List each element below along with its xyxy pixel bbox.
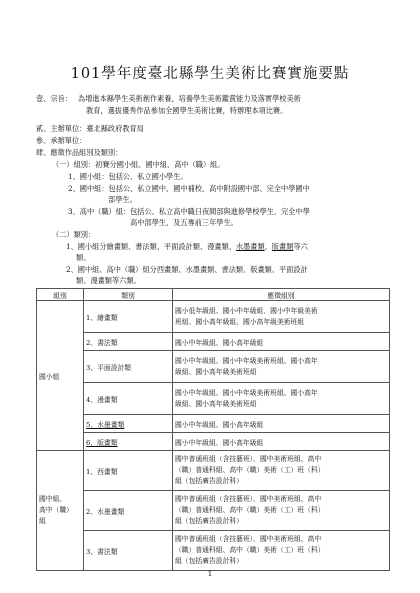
- group-item-3-line-2: 高中部學生，及五專前三年學生。: [130, 218, 238, 227]
- table-header-row: [37, 289, 390, 301]
- table-row: [37, 491, 390, 531]
- entry-line: 國小中年級組、國小中年級美術班組、國小高年: [175, 388, 318, 397]
- header-category: 類別: [84, 289, 173, 301]
- entry-cell: 國小中年級組、國小高年級組: [173, 333, 390, 351]
- section-categories: 肆、應徵作品組別及類別：: [36, 148, 123, 157]
- entry-line: 國小中年級組、國小中年級美術班組、國小高年: [175, 356, 318, 365]
- entry-line: 班組、國小高年級組、國小高年級美術班組: [175, 317, 305, 326]
- category-item-1-line-1: [66, 242, 308, 252]
- group-item-2-line-1: 2、國中組：包括公、私立國中、國中補校、高中附設國中部、完全中學國中: [68, 184, 310, 193]
- table-row: [37, 451, 390, 491]
- table-row: [37, 301, 390, 333]
- category-table: [36, 288, 390, 571]
- category-cell: 3、平面設計類: [84, 351, 173, 383]
- entry-line: 組（包括廣告設計科）: [175, 517, 243, 525]
- table-row: [37, 531, 390, 571]
- category-heading: （二）類別：: [52, 230, 96, 239]
- group-secondary-line: 組: [39, 517, 46, 525]
- table-row: [37, 383, 390, 415]
- entry-cell: [173, 491, 390, 531]
- entry-line: 國中普通班組（含技藝班）、國中美術班組、高中: [175, 535, 322, 543]
- group-secondary-line: 國中組、: [39, 495, 67, 503]
- category-item-2-line-2: 類、漫畫類等六類。: [76, 276, 141, 285]
- entry-cell: [173, 351, 390, 383]
- entry-line: （職）普通科組、高中（職）美術（工）班（科）: [175, 546, 325, 554]
- entry-line: 級組、國小高年級美術班組: [175, 367, 257, 376]
- group-item-2-line-2: 部學生。: [108, 195, 137, 204]
- category-cell: 5、水墨畫類: [84, 415, 173, 433]
- entry-cell: 國小中年級組、國小高年級組: [173, 433, 390, 451]
- category-cell: 1、西畫類: [84, 451, 173, 491]
- category-cell: 3、書法類: [84, 531, 173, 571]
- group-item-1: 1、國小組：包括公、私立國小學生。: [68, 172, 188, 181]
- group-elementary: 國小組: [37, 301, 84, 451]
- entry-cell: [173, 301, 390, 333]
- entry-line: （職）普通科組、高中（職）美術（工）班（科）: [175, 466, 325, 474]
- category-item-1-post: 等六: [293, 242, 308, 251]
- group-secondary-line: 高中（職）: [39, 506, 73, 514]
- purpose-line-1: 為增進本縣學生美術創作素養，培養學生美術鑑賞能力及落實學校美術: [78, 94, 301, 103]
- table-row: [37, 433, 390, 451]
- entry-cell: 國小中年級組、國小高年級組: [173, 415, 390, 433]
- table-row: [37, 351, 390, 383]
- entry-line: 組（包括廣告設計科）: [175, 477, 243, 485]
- category-cell: 6、版畫類: [84, 433, 173, 451]
- category-item-1-mid: 、: [264, 242, 272, 251]
- organizer: 貳、主辦單位：臺北縣政府教育局: [36, 124, 144, 133]
- entry-line: （職）普通科組、高中（職）美術（工）班（科）: [175, 506, 325, 514]
- printmaking-underlined: 版畫類: [271, 242, 294, 251]
- category-cell: 4、漫畫類: [84, 383, 173, 415]
- entry-cell: [173, 451, 390, 491]
- header-group: 組別: [37, 289, 84, 301]
- table-row: [37, 333, 390, 351]
- category-cell: 2、書法類: [84, 333, 173, 351]
- document-title: 101學年度臺北縣學生美術比賽實施要點: [70, 66, 350, 82]
- purpose-label: 壹、宗旨：: [36, 94, 72, 103]
- category-item-1-line-2: 類。: [76, 253, 91, 262]
- category-item-2-line-1: 2、國中組、高中（職）組分西畫類、水墨畫類、書法類、版畫類、平面設計: [66, 265, 308, 274]
- category-cell: 2、水墨畫類: [84, 491, 173, 531]
- category-item-1-pre: 1、國小組分繪畫類、書法類、平面設計類、漫畫類、: [66, 242, 236, 251]
- entry-line: 國小低年級組、國小中年級組、國小中年級美術: [175, 306, 318, 315]
- purpose-line-2: 教育，選拔優秀作品參加全國學生美術比賽，特辦理本項比賽。: [86, 106, 288, 115]
- entry-cell: [173, 383, 390, 415]
- table-row: [37, 415, 390, 433]
- group-heading: （一）組別：初賽分國小組、國中組、高中（職）組。: [52, 160, 225, 169]
- entry-line: 級組、國小高年級美術班組: [175, 399, 257, 408]
- ink-painting-underlined: 水墨畫類: [235, 242, 265, 251]
- category-cell: 1、繪畫類: [84, 301, 173, 333]
- entry-line: 國中普通班組（含技藝班）、國中美術班組、高中: [175, 455, 322, 463]
- entry-line: 國中普通班組（含技藝班）、國中美術班組、高中: [175, 495, 322, 503]
- entry-cell: [173, 531, 390, 571]
- host-unit: 參、承辦單位：: [36, 136, 87, 145]
- group-secondary: [37, 451, 84, 571]
- group-item-3-line-1: 3、高中（職）組：包括公、私立高中職日夜間部與進修學校學生、完全中學: [68, 207, 310, 216]
- entry-line: 組（包括廣告設計科）: [175, 557, 243, 565]
- header-entry-group: 應徵組別: [173, 289, 390, 301]
- page-number: 1: [207, 570, 213, 578]
